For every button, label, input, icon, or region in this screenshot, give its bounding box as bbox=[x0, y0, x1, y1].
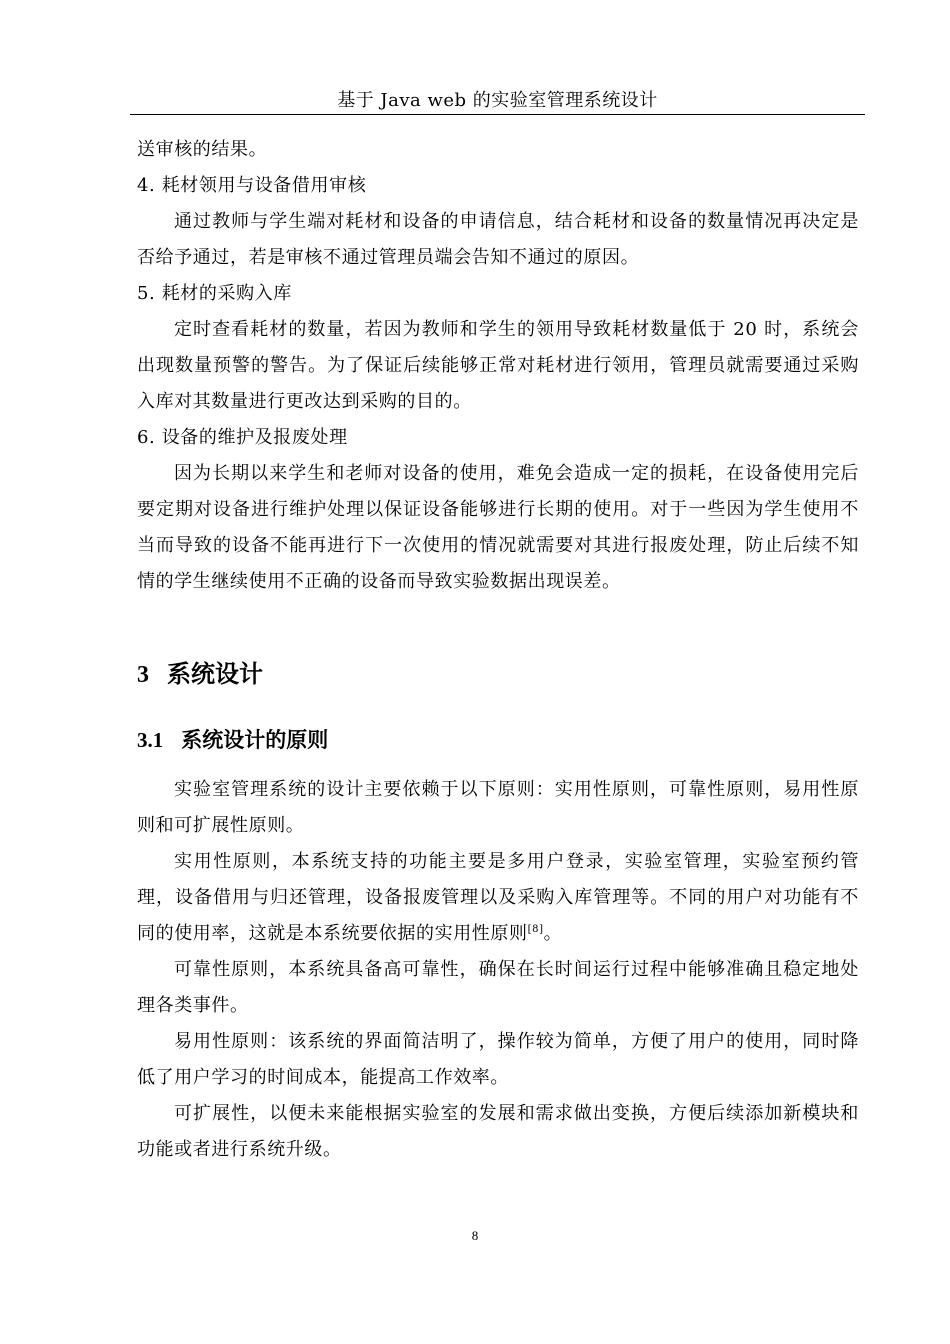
section-heading bbox=[137, 723, 328, 757]
extensibility-paragraph: 可扩展性，以便未来能根据实验室的发展和需求做出变换，方便后续添加新模块和功能或者进行系统升级。 bbox=[137, 1103, 859, 1160]
page-number: 8 bbox=[471, 1228, 479, 1243]
item-heading-6: 6. 设备的维护及报废处理 bbox=[137, 427, 348, 448]
item-paragraph-6: 因为长期以来学生和老师对设备的使用，难免会造成一定的损耗，在设备使用完后要定期对设备进行维护处理以保证设备能够进行长期的使用。对于一些因为学生使用不当而导致的设备不能再进行下一次使用的情况就需要对其进行报废处理，防止后续不知情的学生继续使用不正确的设备而导致实验数据出现误差。 bbox=[137, 463, 859, 592]
continued-paragraph: 送审核的结果。 bbox=[137, 139, 268, 160]
chapter-title: 系统设计 bbox=[167, 660, 263, 688]
item-paragraph-5: 定时查看耗材的数量，若因为教师和学生的领用导致耗材数量低于 20 时，系统会出现数量预警的警告。为了保证后续能够正常对耗材进行领用，管理员就需要通过采购入库对其数量进行更改达到采购的目的。 bbox=[137, 319, 859, 412]
practicality-paragraph bbox=[137, 844, 859, 952]
citation-ref: [8] bbox=[527, 924, 544, 935]
section-title: 系统设计的原则 bbox=[181, 728, 329, 752]
reliability-paragraph: 可靠性原则，本系统具备高可靠性，确保在长时间运行过程中能够准确且稳定地处理各类事件。 bbox=[137, 959, 859, 1016]
chapter-heading bbox=[137, 656, 263, 693]
header-rule bbox=[130, 114, 865, 115]
body-text-principles bbox=[137, 772, 859, 1168]
item-paragraph-4: 通过教师与学生端对耗材和设备的申请信息，结合耗材和设备的数量情况再决定是否给予通过，若是审核不通过管理员端会告知不通过的原因。 bbox=[137, 211, 859, 268]
principles-intro-paragraph: 实验室管理系统的设计主要依赖于以下原则：实用性原则，可靠性原则，易用性原则和可扩展性原则。 bbox=[137, 779, 859, 836]
practicality-end: 。 bbox=[543, 923, 563, 944]
running-header-title: 基于 Java web 的实验室管理系统设计 bbox=[337, 90, 658, 111]
chapter-number: 3 bbox=[137, 662, 149, 688]
practicality-text: 实用性原则，本系统支持的功能主要是多用户登录，实验室管理，实验室预约管理，设备借用与归还管理，设备报废管理以及采购入库管理等。不同的用户对功能有不同的使用率，这就是本系统要依据的实用性原则 bbox=[137, 851, 859, 944]
body-text-top bbox=[137, 132, 859, 600]
item-heading-5: 5. 耗材的采购入库 bbox=[137, 283, 292, 304]
usability-paragraph: 易用性原则：该系统的界面简洁明了，操作较为简单，方便了用户的使用，同时降低了用户学习的时间成本，能提高工作效率。 bbox=[137, 1031, 859, 1088]
item-heading-4: 4. 耗材领用与设备借用审核 bbox=[137, 175, 367, 196]
section-number: 3.1 bbox=[137, 728, 164, 752]
